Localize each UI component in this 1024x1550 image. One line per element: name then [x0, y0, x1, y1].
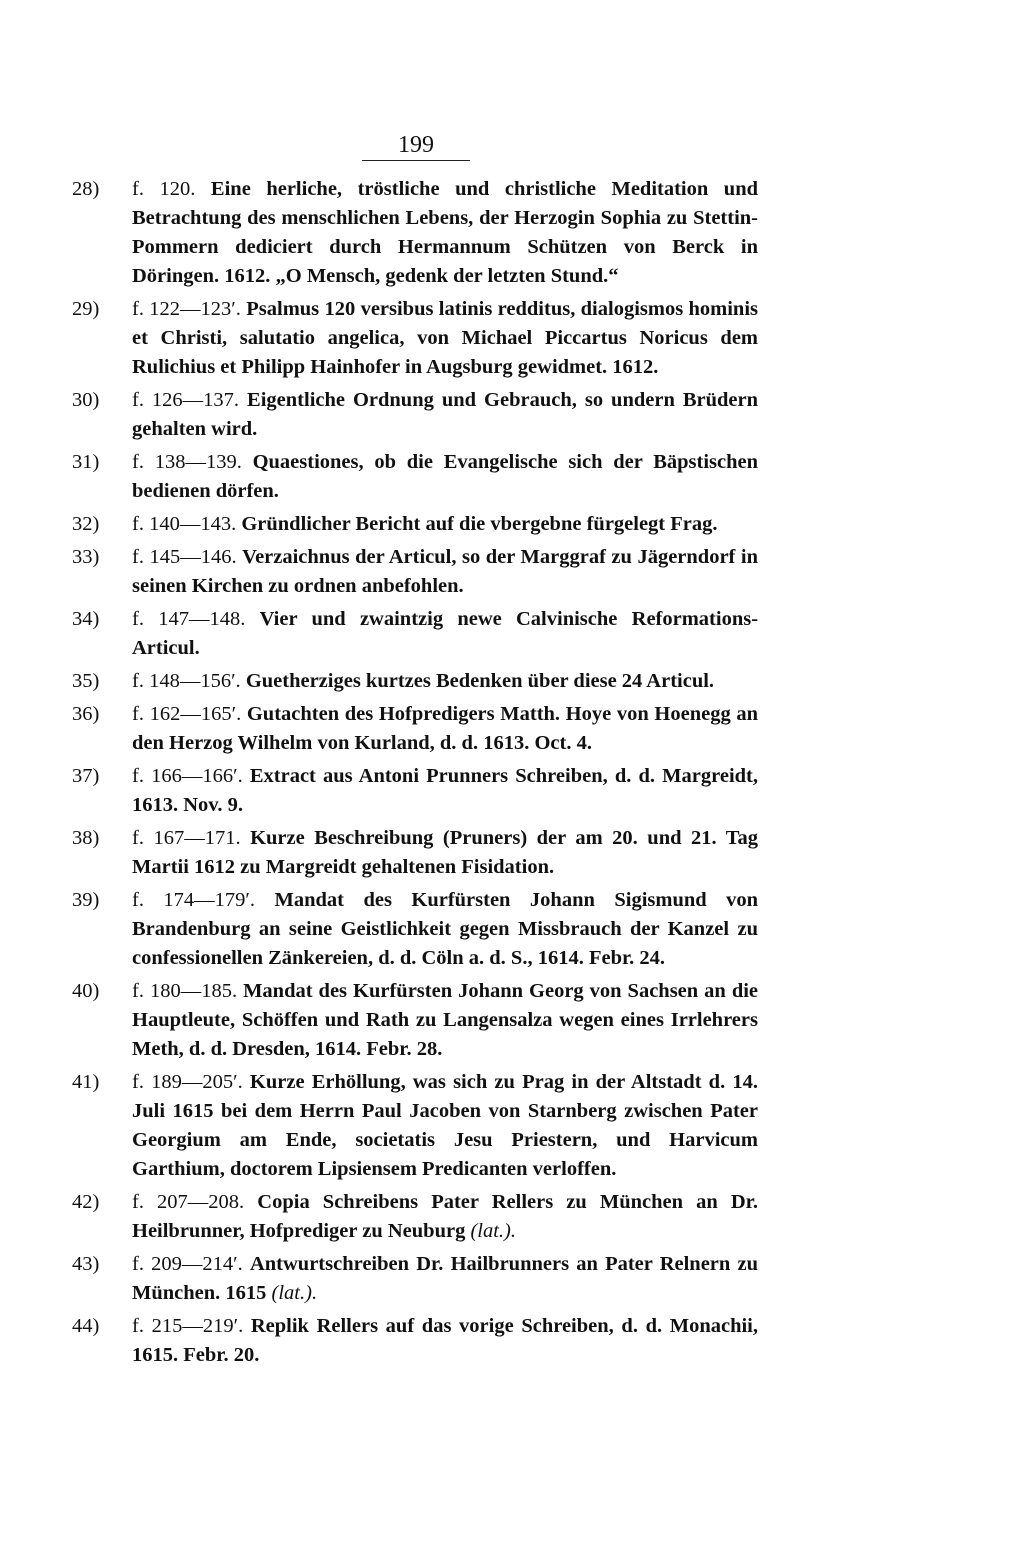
entry-language-note: (lat.).	[470, 1220, 517, 1242]
manuscript-entry	[72, 175, 758, 291]
entry-description: Eigentliche Ordnung und Gebrauch, so undern Brüdern gehalten wird.	[132, 389, 759, 440]
page-number: 199	[398, 132, 434, 158]
entry-description: Copia Schreibens Pater Rellers zu München an Dr. Heilbrunner, Hofprediger zu Neuburg	[132, 1191, 759, 1242]
entry-description: Guetherziges kurtzes Bedenken über diese 24 Articul.	[245, 670, 715, 692]
entry-folio: f. 209—214′.	[132, 1253, 243, 1275]
entry-folio: f. 162—165′.	[132, 703, 242, 725]
entry-description: Replik Rellers auf das vorige Schreiben, d. d. Monachii, 1615. Febr. 20.	[132, 1315, 759, 1366]
entry-folio: f. 180—185.	[132, 980, 238, 1002]
manuscript-entry	[72, 1188, 758, 1246]
manuscript-entry	[72, 886, 758, 973]
manuscript-entry	[72, 1312, 758, 1370]
entry-number: 28)	[72, 178, 100, 200]
entry-description: Antwurtschreiben Dr. Hailbrunners an Pater Relnern zu München. 1615	[132, 1253, 759, 1304]
manuscript-entry	[72, 386, 758, 444]
entry-description: Kurze Beschreibung (Pruners) der am 20. und 21. Tag Martii 1612 zu Margreidt gehaltenen Fisidation.	[132, 827, 759, 878]
entry-number: 34)	[72, 608, 100, 630]
entry-description: Mandat des Kurfürsten Johann Georg von Sachsen an die Hauptleute, Schöffen und Rath zu Langensalza wegen eines Irrlehrers Meth, d. d. Dresden, 1614. Febr. 28.	[132, 980, 759, 1060]
manuscript-entry-list	[72, 175, 758, 1374]
manuscript-entry	[72, 543, 758, 601]
manuscript-entry	[72, 667, 758, 696]
entry-description: Vier und zwaintzig newe Calvinische Reformations-Articul.	[132, 608, 759, 659]
entry-number: 43)	[72, 1253, 100, 1275]
entry-description: Extract aus Antoni Prunners Schreiben, d. d. Margreidt, 1613. Nov. 9.	[132, 765, 759, 816]
entry-folio: f. 148—156′.	[132, 670, 241, 692]
manuscript-entry	[72, 824, 758, 882]
page-number-rule	[362, 160, 470, 161]
entry-number: 40)	[72, 980, 100, 1002]
entry-folio: f. 120.	[132, 178, 196, 200]
entry-number: 39)	[72, 889, 100, 911]
manuscript-entry	[72, 1250, 758, 1308]
manuscript-entry	[72, 700, 758, 758]
entry-folio: f. 145—146.	[132, 546, 237, 568]
entry-folio: f. 122—123′.	[132, 298, 241, 320]
entry-number: 44)	[72, 1315, 100, 1337]
entry-description: Mandat des Kurfürsten Johann Sigismund von Brandenburg an seine Geistlichkeit gegen Missbrauch der Kanzel zu confessionellen Zänkereien, d. d. Cöln a. d. S., 1614. Febr. 24.	[132, 889, 759, 969]
manuscript-entry	[72, 977, 758, 1064]
entry-folio: f. 140—143.	[132, 513, 237, 535]
manuscript-entry	[72, 295, 758, 382]
entry-number: 30)	[72, 389, 100, 411]
entry-folio: f. 207—208.	[132, 1191, 245, 1213]
entry-number: 29)	[72, 298, 100, 320]
manuscript-entry	[72, 1068, 758, 1184]
manuscript-entry	[72, 448, 758, 506]
entry-folio: f. 138—139.	[132, 451, 242, 473]
entry-number: 32)	[72, 513, 100, 535]
entry-description: Gründlicher Bericht auf die vbergebne fürgelegt Frag.	[241, 513, 718, 535]
entry-number: 42)	[72, 1191, 100, 1213]
manuscript-entry	[72, 605, 758, 663]
entry-description: Kurze Erhöllung, was sich zu Prag in der Altstadt d. 14. Juli 1615 bei dem Herrn Paul Jacoben von Starnberg zwischen Pater Georgium am Ende, societatis Jesu Priestern, und Harvicum Garthium, doctorem Lipsiensem Predicanten verloffen.	[132, 1071, 759, 1180]
entry-description: Psalmus 120 versibus latinis redditus, dialogismos hominis et Christi, salutatio angelica, von Michael Piccartus Noricus dem Rulichius et Philipp Hainhofer in Augsburg gewidmet. 1612.	[132, 298, 759, 378]
manuscript-entry	[72, 510, 758, 539]
entry-folio: f. 174—179′.	[132, 889, 256, 911]
entry-number: 38)	[72, 827, 100, 849]
entry-folio: f. 167—171.	[132, 827, 241, 849]
entry-folio: f. 215—219′.	[132, 1315, 244, 1337]
entry-folio: f. 166—166′.	[132, 765, 243, 787]
entry-language-note: (lat.).	[271, 1282, 318, 1304]
entry-number: 31)	[72, 451, 100, 473]
entry-description: Gutachten des Hofpredigers Matth. Hoye von Hoenegg an den Herzog Wilhelm von Kurland, d. d. 1613. Oct. 4.	[132, 703, 758, 754]
entry-number: 41)	[72, 1071, 100, 1093]
entry-folio: f. 147—148.	[132, 608, 246, 630]
entry-number: 36)	[72, 703, 100, 725]
entry-folio: f. 126—137.	[132, 389, 240, 411]
entry-description: Verzaichnus der Articul, so der Marggraf zu Jägerndorf in seinen Kirchen zu ordnen anbefohlen.	[132, 546, 759, 597]
entry-number: 37)	[72, 765, 100, 787]
entry-description: Quaestiones, ob die Evangelische sich der Bäpstischen bedienen dörfen.	[132, 451, 759, 502]
entry-number: 35)	[72, 670, 100, 692]
entry-number: 33)	[72, 546, 100, 568]
manuscript-entry	[72, 762, 758, 820]
entry-description: Eine herliche, tröstliche und christliche Meditation und Betrachtung des menschlichen Lebens, der Herzogin Sophia zu Stettin-Pommern dediciert durch Hermannum Schützen von Berck in Döringen. 1612. „O Mensch, gedenk der letzten Stund.“	[132, 178, 759, 287]
entry-folio: f. 189—205′.	[132, 1071, 243, 1093]
